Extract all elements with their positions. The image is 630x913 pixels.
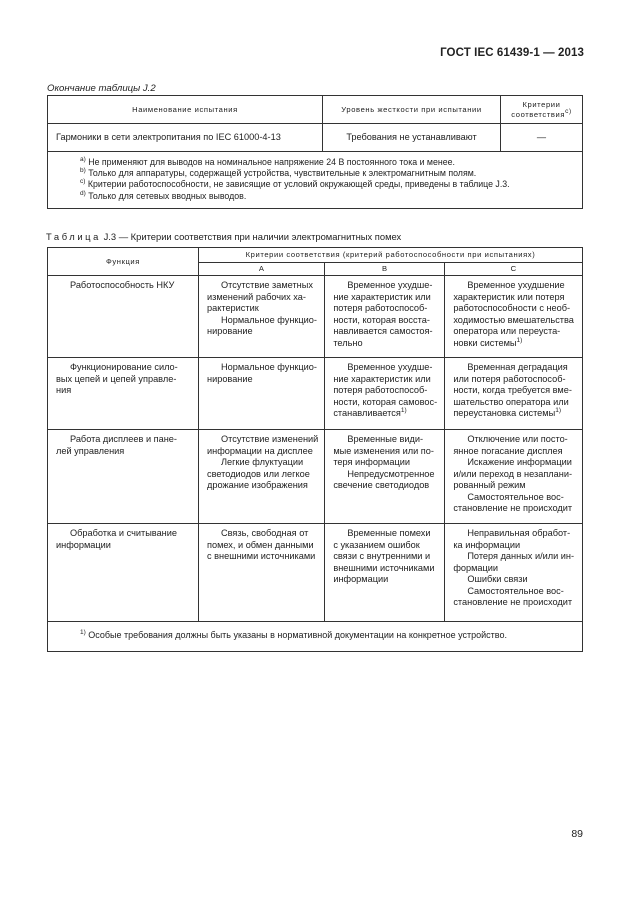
cell-criteria-b: Временное ухудше- ние характеристик или потеря работоспособ- ности, которая самовос- станавливается$^{1)}$: [325, 358, 445, 430]
row-level: Требования не устанавливают: [323, 124, 501, 152]
cell-criteria-a: Нормальное функцио- нирование: [199, 358, 325, 430]
note-d: $^{d)}$ Только для сетевых вводных выводов.: [80, 189, 247, 201]
table-j3-footnote: [48, 622, 583, 652]
col-header-a: A: [199, 263, 325, 276]
footnote-mark: 1): [80, 629, 86, 636]
cell-criteria-b: Временные види- мые изменения или по- теря информации Непредусмотренное свечение светодиодов: [325, 430, 445, 524]
cell-function: Обработка и считывание информации: [48, 524, 199, 622]
table-continuation-label: Окончание таблицы J.2: [47, 83, 156, 94]
note-a: $^{a)}$ Не применяют для выводов на номинальное напряжение 24 В постоянного тока и менее.: [80, 156, 455, 167]
note-b: $^{b)}$ Только для аппаратуры, содержащей устройства, чувствительные к электромагнитным полям.: [80, 167, 477, 179]
cell-function: Работоспособность НКУ: [48, 276, 199, 358]
cell-criteria-c: Неправильная обработ- ка информации Потеря данных и/или ин- формации Ошибки связи Самостоятельное вос- становление не происходит: [445, 524, 583, 622]
col-header-criteria-line2: соответствия: [511, 109, 566, 119]
caption-word: Таблица: [46, 231, 101, 242]
cell-criteria-b: Временное ухудше- ние характеристик или потеря работоспособ- ности, которая восста- навливается самостоя- тельно: [325, 276, 445, 358]
col-header-b: B: [325, 263, 445, 276]
table-j2-notes: [48, 152, 583, 209]
table-j2: [47, 95, 583, 209]
col-header-criteria-line1: Критерии: [522, 99, 561, 109]
table-row: [48, 358, 583, 430]
cell-criteria-a: Отсутствие изменений информации на дисплее Легкие флуктуации светодиодов или легкое дрожание изображения: [199, 430, 325, 524]
table-j3: [47, 247, 583, 652]
note-c: $^{c)}$ Критерии работоспособности, не зависящие от условий окружающей среды, приведены в таблице J.3.: [80, 178, 510, 190]
cell-criteria-c: Временное ухудшение характеристик или потеря работоспособности с необ- ходимостью вмешательства оператора или переуста- новки системы$^{1)}$: [445, 276, 583, 358]
standard-header: ГОСТ IEC 61439-1 — 2013: [440, 47, 584, 59]
cell-criteria-c: Отключение или посто- янное погасание дисплея Искажение информации и/или переход в незаплани- рованный режим Самостоятельное вос- становление не происходит: [445, 430, 583, 524]
cell-criteria-c: Временная деградация или потеря работоспособ- ности, когда требуется вме- шательство оператора или переустановка системы$^{1)}$: [445, 358, 583, 430]
col-header-function: Функция: [48, 248, 199, 276]
cell-criteria-a: Отсутствие заметных изменений рабочих ха- рактеристик Нормальное функцио- нирование: [199, 276, 325, 358]
table-row: [48, 276, 583, 358]
caption-text: J.3 — Критерии соответствия при наличии электромагнитных помех: [103, 231, 402, 242]
col-header-criteria-mark: c): [565, 107, 572, 115]
cell-function: Работа дисплеев и пане- лей управления: [48, 430, 199, 524]
cell-criteria-b: Временные помехи с указанием ошибок связи с внутренними и внешними источниками информации: [325, 524, 445, 622]
col-header-test: Наименование испытания: [48, 96, 323, 124]
cell-criteria-a: Связь, свободная от помех, и обмен данными с внешними источниками: [199, 524, 325, 622]
col-header-criteria-group: Критерии соответствия (критерий работоспособности при испытаниях): [199, 248, 583, 263]
footnote-text: Особые требования должны быть указаны в нормативной документации на конкретное устройство.: [88, 630, 507, 640]
col-header-criteria: [501, 96, 583, 124]
col-header-level: Уровень жесткости при испытании: [323, 96, 501, 124]
row-criteria: —: [501, 124, 583, 152]
cell-function: Функционирование сило- вых цепей и цепей управле- ния: [48, 358, 199, 430]
table-row: [48, 430, 583, 524]
table-row: [48, 524, 583, 622]
col-header-c: C: [445, 263, 583, 276]
page-number: 89: [571, 828, 583, 840]
row-test: Гармоники в сети электропитания по IEC 61000-4-13: [48, 124, 323, 152]
table-j3-caption: [46, 231, 401, 242]
